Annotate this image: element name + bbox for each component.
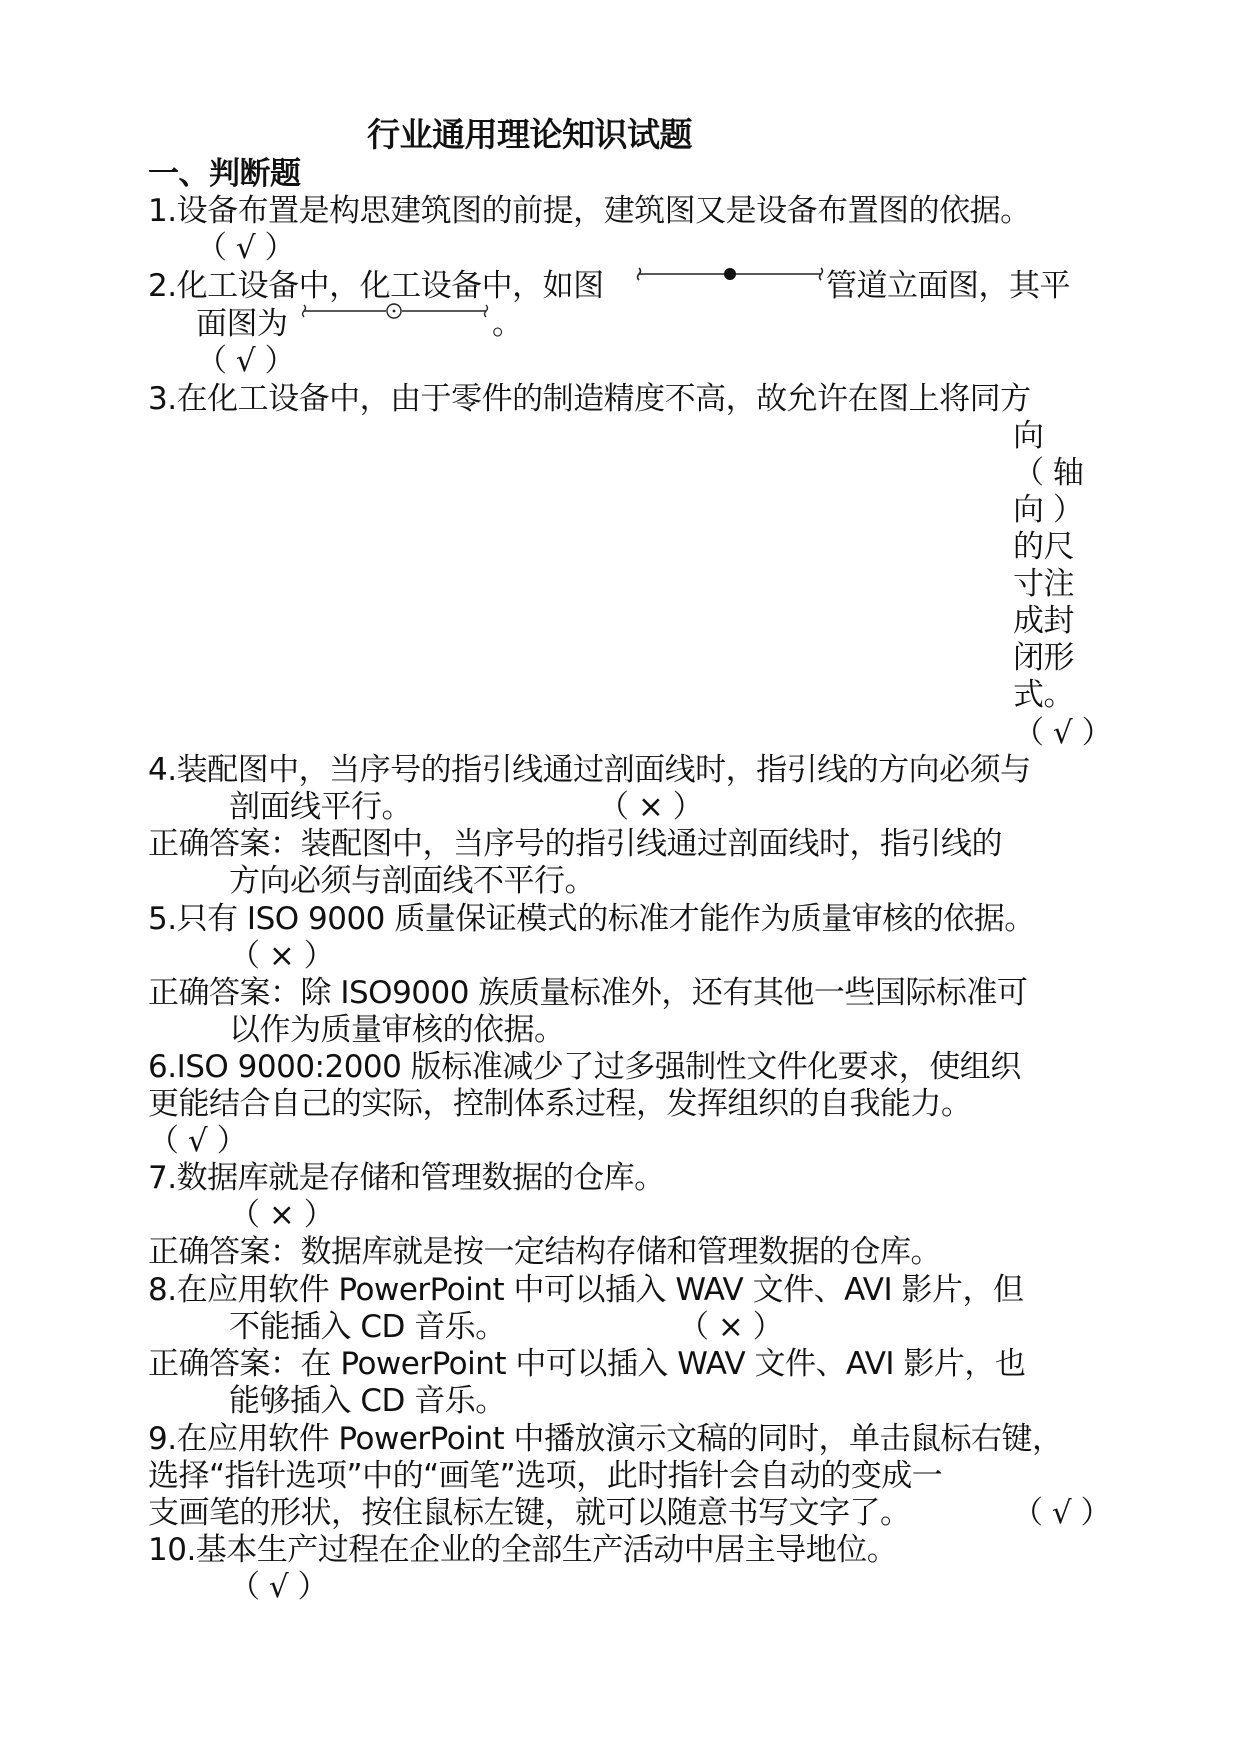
question-4-correct-answer: 正确答案：装配图中，当序号的指引线通过剖面线时，指引线的 bbox=[148, 826, 1002, 862]
question-5-correct-answer-line2: 以作为质量审核的依据。 bbox=[229, 1012, 565, 1048]
question-1-answer: （ √ ） bbox=[196, 230, 295, 266]
question-3-wrap-7: 闭形 bbox=[1013, 640, 1074, 676]
question-5-text: 5.只有 ISO 9000 质量保证模式的标准才能作为质量审核的依据。 bbox=[148, 901, 1035, 937]
question-3-wrap-3: 向 ） bbox=[1013, 492, 1084, 528]
question-5-correct-answer: 正确答案：除 ISO9000 族质量标准外，还有其他一些国际标准可 bbox=[148, 975, 1028, 1011]
question-10-text: 10.基本生产过程在企业的全部生产活动中居主导地位。 bbox=[148, 1532, 898, 1568]
pipe-elevation-diagram bbox=[637, 262, 823, 288]
question-2-answer: （ √ ） bbox=[196, 343, 295, 379]
question-7-text: 7.数据库就是存储和管理数据的仓库。 bbox=[148, 1160, 665, 1196]
question-3-wrap-8: 式。 bbox=[1013, 677, 1074, 713]
question-7-answer: （ × ） bbox=[229, 1197, 335, 1233]
question-8-text-line2: 不能插入 CD 音乐。 bbox=[229, 1309, 506, 1345]
question-8-text: 8.在应用软件 PowerPoint 中可以插入 WAV 文件、AVI 影片，但 bbox=[148, 1272, 1024, 1308]
question-4-text-line2: 剖面线平行。 bbox=[229, 789, 412, 825]
question-2-text-end: 。 bbox=[492, 306, 523, 342]
question-3-wrap-1: 向 bbox=[1013, 418, 1044, 454]
question-8-answer: （ × ） bbox=[678, 1309, 784, 1345]
question-2-text-a: 2.化工设备中，化工设备中，如图 bbox=[148, 268, 604, 304]
question-6-answer: （ √ ） bbox=[148, 1123, 247, 1159]
question-9-text: 9.在应用软件 PowerPoint 中播放演示文稿的同时，单击鼠标右键， bbox=[148, 1421, 1063, 1457]
page-title: 行业通用理论知识试题 bbox=[367, 115, 692, 154]
question-2-text-b: 管道立面图，其平 bbox=[826, 268, 1070, 304]
question-7-correct-answer: 正确答案：数据库就是按一定结构存储和管理数据的仓库。 bbox=[148, 1234, 941, 1270]
question-3-answer: （ √ ） bbox=[1013, 715, 1112, 751]
question-3-wrap-6: 成封 bbox=[1013, 603, 1074, 639]
question-3-wrap-4: 的尺 bbox=[1013, 529, 1074, 565]
question-6-text-line2: 更能结合自己的实际，控制体系过程，发挥组织的自我能力。 bbox=[148, 1086, 972, 1122]
question-9-text-line3: 支画笔的形状，按住鼠标左键，就可以随意书写文字了。 bbox=[148, 1495, 911, 1531]
section-heading: 一、判断题 bbox=[148, 156, 301, 192]
question-3-wrap-5: 寸注 bbox=[1013, 566, 1074, 602]
question-4-correct-answer-line2: 方向必须与剖面线不平行。 bbox=[229, 863, 595, 899]
question-10-answer: （ √ ） bbox=[229, 1569, 328, 1605]
question-5-answer: （ × ） bbox=[229, 938, 335, 974]
question-4-answer: （ × ） bbox=[598, 789, 704, 825]
pipe-plan-diagram bbox=[302, 299, 488, 325]
question-4-text: 4.装配图中，当序号的指引线通过剖面线时，指引线的方向必须与 bbox=[148, 752, 1031, 788]
question-1-text: 1.设备布置是构思建筑图的前提，建筑图又是设备布置图的依据。 bbox=[148, 193, 1031, 229]
question-9-text-line2: 选择“指针选项”中的“画笔”选项，此时指针会自动的变成一 bbox=[148, 1458, 943, 1494]
question-8-correct-answer: 正确答案：在 PowerPoint 中可以插入 WAV 文件、AVI 影片，也 bbox=[148, 1346, 1026, 1382]
question-8-correct-answer-line2: 能够插入 CD 音乐。 bbox=[229, 1383, 506, 1419]
question-3-wrap-2: （ 轴 bbox=[1013, 455, 1084, 491]
question-3-text: 3.在化工设备中，由于零件的制造精度不高，故允许在图上将同方 bbox=[148, 381, 1031, 417]
question-2-text-line2: 面图为 bbox=[196, 306, 288, 342]
question-6-text: 6.ISO 9000:2000 版标准减少了过多强制性文件化要求，使组织 bbox=[148, 1049, 1021, 1085]
question-9-answer: （ √ ） bbox=[1012, 1495, 1111, 1531]
